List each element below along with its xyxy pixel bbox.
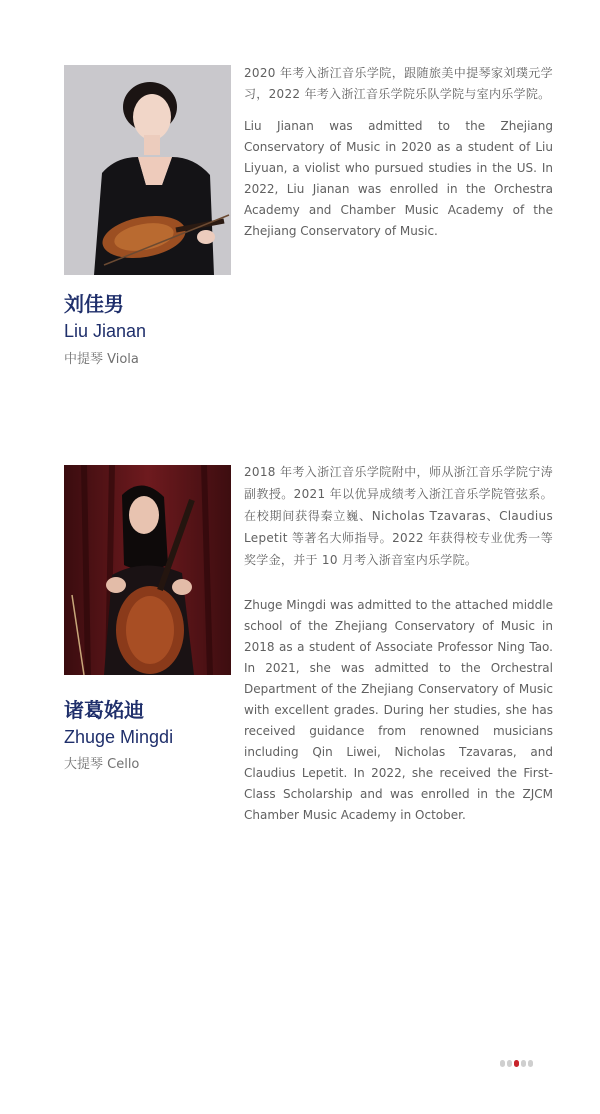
cello-player-photo bbox=[64, 465, 231, 675]
musician-photo bbox=[64, 65, 231, 275]
musician-name-english: Zhuge Mingdi bbox=[64, 727, 174, 747]
bio-english: Liu Jianan was admitted to the Zhejiang Conservatory of Music in 2020 as a student of Liu Liyuan, a violist who pursued studies in the US. In 2022, Liu Jianan was enrolled in the Orchestra Academy and Chamber Music Academy of the Zhejiang Conservatory of Music. bbox=[244, 119, 553, 238]
musician-instrument: 大提琴 Cello bbox=[64, 757, 140, 772]
musician-bio bbox=[244, 63, 553, 242]
musician-name-chinese: 刘佳男 bbox=[64, 292, 124, 316]
page-dot bbox=[521, 1060, 526, 1067]
musician-name-chinese: 诸葛姳迪 bbox=[64, 698, 144, 722]
bio-chinese: 2020 年考入浙江音乐学院，跟随旅美中提琴家刘璞元学习，2022 年考入浙江音乐学院乐队学院与室内乐学院。 bbox=[244, 66, 553, 101]
page-dot bbox=[507, 1060, 512, 1067]
page-dot bbox=[528, 1060, 533, 1067]
viola-player-photo bbox=[64, 65, 231, 275]
page-indicator bbox=[500, 1060, 533, 1067]
musician-photo bbox=[64, 465, 231, 675]
musician-instrument: 中提琴 Viola bbox=[64, 352, 139, 367]
bio-english: Zhuge Mingdi was admitted to the attached middle school of the Zhejiang Conservatory of Music in 2018 as a student of Associate Professor Ning Tao. In 2021, she was admitted to the Orchestral Department of the Zhejiang Conservatory of Music with excellent grades. During her studies, she has received guidance from renowned musicians including Qin Liwei, Nicholas Tzavaras, and Claudius Lepetit. In 2022, she received the First-Class Scholarship and was enrolled in the ZJCM Chamber Music Academy in October. bbox=[244, 598, 553, 822]
page-dot bbox=[514, 1060, 519, 1067]
page-dot bbox=[500, 1060, 505, 1067]
musician-name-english: Liu Jianan bbox=[64, 321, 147, 341]
musician-bio bbox=[244, 461, 553, 826]
bio-chinese: 2018 年考入浙江音乐学院附中，师从浙江音乐学院宁涛副教授。2021 年以优异成绩考入浙江音乐学院管弦系。在校期间获得秦立巍、Nicholas Tzavaras、Claudius Lepetit 等著名大师指导。2022 年获得校专业优秀一等奖学金，并于 10 月考入浙音室内乐学院。 bbox=[244, 465, 553, 567]
